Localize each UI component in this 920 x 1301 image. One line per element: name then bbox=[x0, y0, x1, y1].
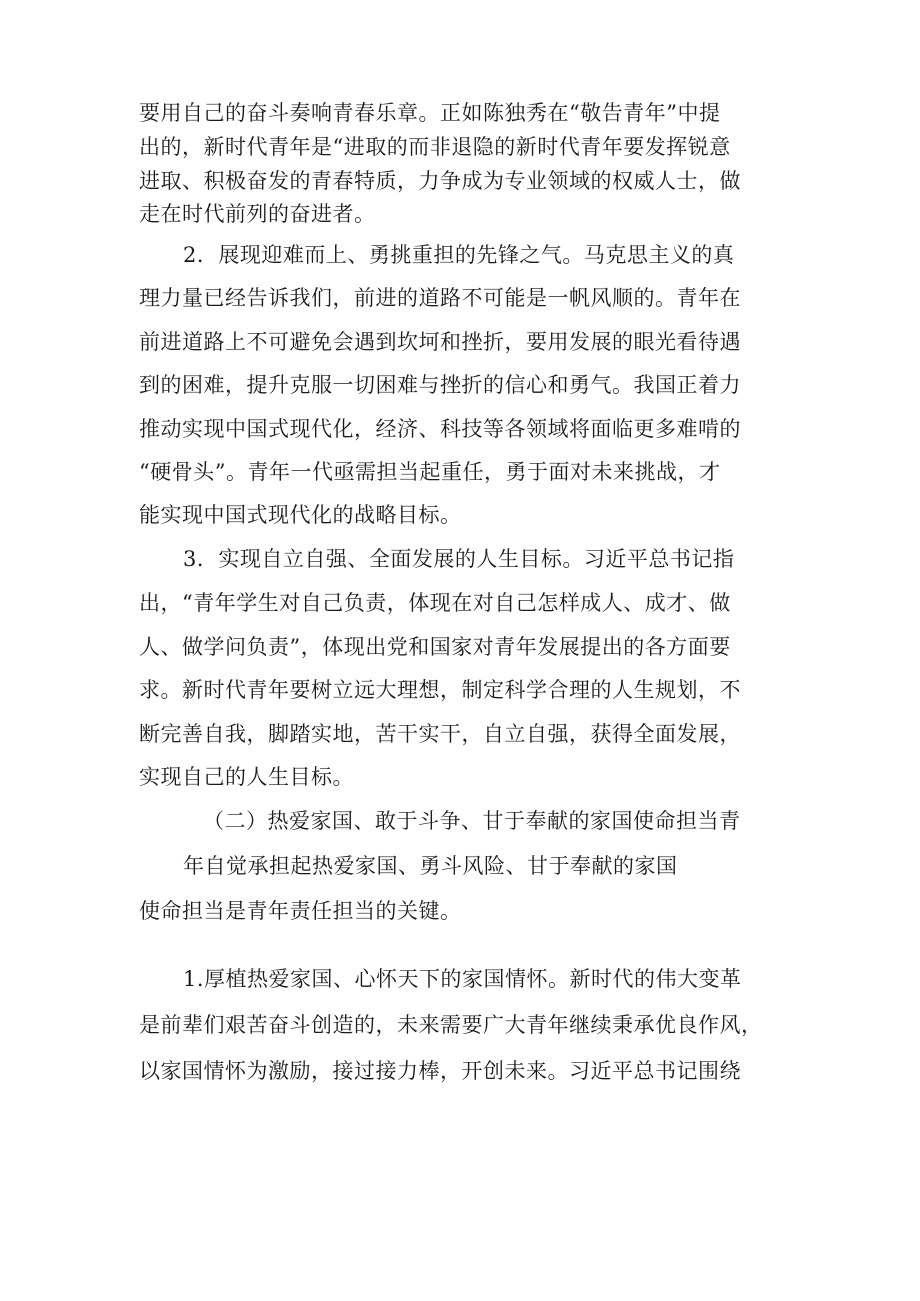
paragraph-line: 是前辈们艰苦奋斗创造的，未来需要广大青年继续秉承优良作风， bbox=[139, 1013, 763, 1037]
paragraph-line: 3．实现自立自强、全面发展的人生目标。习近平总书记指 bbox=[183, 547, 735, 571]
paragraph-line: 出的，新时代青年是“进取的而非退隐的新时代青年要发挥锐意 bbox=[139, 135, 731, 159]
paragraph-line: “硬骨头”。青年一代亟需担当起重任，勇于面对未来挑战，才 bbox=[139, 460, 721, 484]
paragraph-line: 实现自己的人生目标。 bbox=[139, 765, 354, 789]
paragraph-line: 1.厚植热爱家国、心怀天下的家国情怀。新时代的伟大变革 bbox=[183, 967, 742, 991]
paragraph-line: 走在时代前列的奋进者。 bbox=[139, 202, 376, 226]
section-heading-line: 年自觉承担起热爱家国、勇斗风险、甘于奉献的家国 bbox=[183, 854, 678, 878]
paragraph-line: 理力量已经告诉我们，前进的道路不可能是一帆风顺的。青年在 bbox=[139, 286, 741, 310]
paragraph-line: 推动实现中国式现代化，经济、科技等各领域将面临更多难啃的 bbox=[139, 417, 741, 441]
paragraph-line: 要用自己的奋斗奏响青春乐章。正如陈独秀在“敬告青年”中提 bbox=[139, 101, 721, 125]
paragraph-line: 以家国情怀为激励，接过接力棒，开创未来。习近平总书记围绕 bbox=[139, 1059, 741, 1083]
paragraph-line: 2．展现迎难而上、勇挑重担的先锋之气。马克思主义的真 bbox=[183, 243, 735, 267]
paragraph-line: 使命担当是青年责任担当的关键。 bbox=[139, 899, 462, 923]
paragraph-line: 前进道路上不可避免会遇到坎坷和挫折，要用发展的眼光看待遇 bbox=[139, 330, 741, 354]
paragraph-line: 能实现中国式现代化的战略目标。 bbox=[139, 503, 462, 527]
paragraph-line: 出，“青年学生对自己负责，体现在对自己怎样成人、成才、做 bbox=[139, 591, 731, 615]
paragraph-line: 进取、积极奋发的青春特质，力争成为专业领域的权威人士，做 bbox=[139, 169, 741, 193]
paragraph-line: 到的困难，提升克服一切困难与挫折的信心和勇气。我国正着力 bbox=[139, 373, 741, 397]
section-heading-line: （二）热爱家国、敢于斗争、甘于奉献的家国使命担当青 bbox=[203, 809, 741, 833]
paragraph-line: 求。新时代青年要树立远大理想，制定科学合理的人生规划，不 bbox=[139, 678, 741, 702]
paragraph-line: 人、做学问负责”，体现出党和国家对青年发展提出的各方面要 bbox=[139, 635, 731, 659]
paragraph-line: 断完善自我，脚踏实地，苦干实干，自立自强，获得全面发展， bbox=[139, 722, 741, 746]
